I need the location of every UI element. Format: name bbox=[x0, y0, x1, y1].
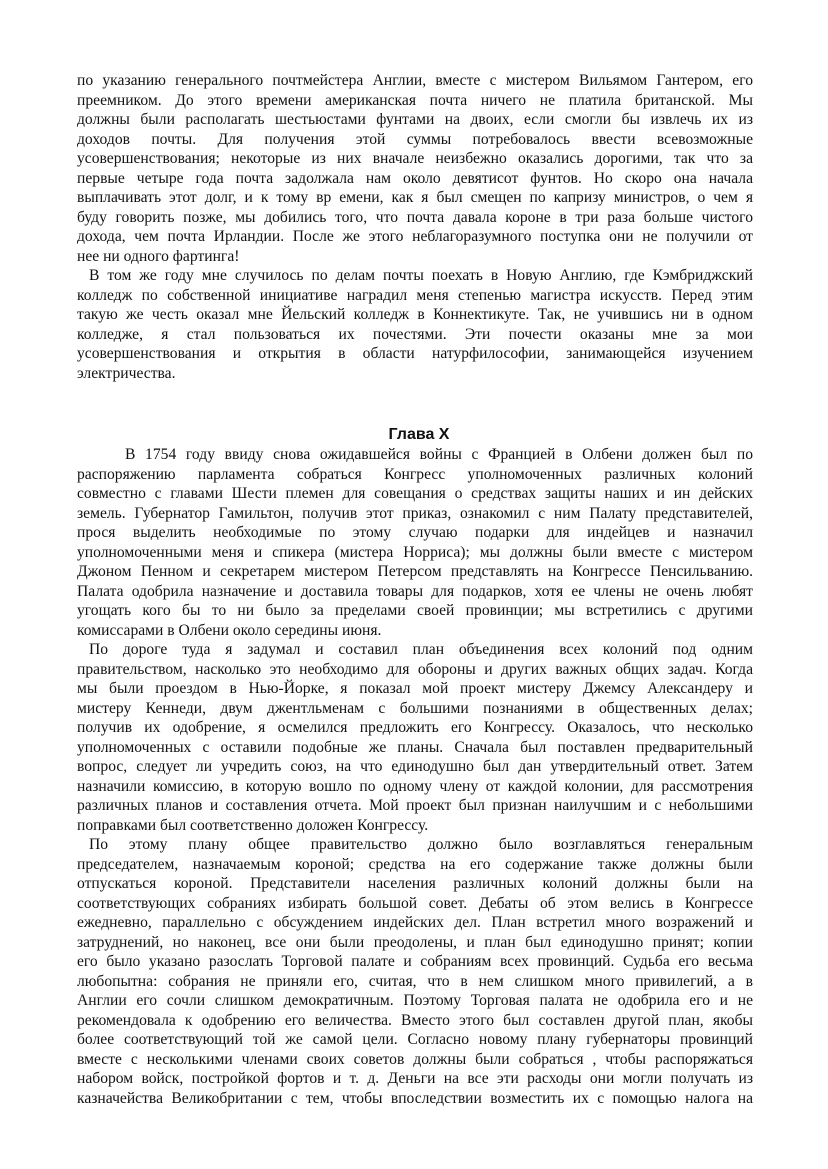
text-line: первые четыре года почта задолжала нам около девятисот фунтов. Но скоро она начала bbox=[77, 169, 753, 187]
text-line: любопытна: собрания не приняли его, считая, что в нем слишком много привилегий, а в bbox=[77, 972, 753, 990]
text-line: выплачивать этот долг, и к тому вр емени, как я был смещен по капризу министров, о чем я bbox=[77, 189, 753, 206]
text-line: уполномоченных с оставили подобные же планы. Сначала был поставлен предварительный bbox=[77, 738, 753, 756]
text-line: отпускаться короной. Представители населения различных колоний должны были на bbox=[77, 875, 753, 892]
section-gap bbox=[77, 383, 753, 422]
text-line: дохода, чем почта Ирландии. После же этого неблагоразумного поступка они не получили от bbox=[77, 228, 753, 245]
text-line: колледж по собственной инициативе наградил меня степенью магистра искусств. Перед этим bbox=[77, 286, 753, 304]
paragraph-union-plan bbox=[77, 640, 753, 835]
text-line: нее ни одного фартинга! bbox=[77, 247, 240, 265]
text-line: усовершенствования; некоторые из них вначале неизбежно оказались дорогими, так что за bbox=[77, 150, 753, 167]
text-line: его было указано разослать Торговой палате и собраниям всех провинций. Судьба его весьма bbox=[77, 953, 753, 970]
text-line: затруднений, но наконец, все они были преодолены, и план был единодушно принят; копии bbox=[77, 933, 753, 951]
text-line: прося выделить необходимые по этому случаю подарки для индейцев и назначил bbox=[77, 524, 753, 541]
text-line: казначейства Великобритании с тем, чтобы впоследствии возместить их с помощью налога на bbox=[77, 1089, 753, 1107]
text-line: ежедневно, параллельно с обсуждением индейских дел. План встретил много возражений и bbox=[77, 914, 753, 931]
text-line: В 1754 году ввиду снова ожидавшейся войны с Францией в Олбени должен был по bbox=[125, 446, 753, 463]
text-line: колледже, я стал пользоваться их почестями. Эти почести оказаны мне за мои bbox=[77, 325, 753, 343]
text-line: вместе с несколькими членами своих советов должны были собраться , чтобы распоряжаться bbox=[77, 1050, 753, 1068]
text-line: совместно с главами Шести племен для совещания о средствах защиты наших и ин дейских bbox=[77, 485, 753, 502]
paragraph-honors bbox=[77, 266, 753, 383]
text-line: мистеру Кеннеди, двум джентльменам с большими познаниями в общественных делах; bbox=[77, 699, 753, 717]
text-line: набором войск, постройкой фортов и т. д. Деньги на все эти расходы они могли получать из bbox=[77, 1070, 753, 1087]
paragraph-albany-congress bbox=[77, 445, 753, 640]
text-line: председателем, назначаемым короной; средства на его содержание также должны были bbox=[77, 855, 753, 873]
text-line: электричества. bbox=[77, 364, 176, 382]
chapter-heading: Глава X bbox=[388, 426, 450, 443]
text-line: правительством, насколько это необходимо для обороны и других важных общих задач. Когда bbox=[77, 660, 753, 678]
text-line: по указанию генерального почтмейстера Англии, вместе с мистером Вильямом Гантером, его bbox=[77, 72, 753, 89]
text-line: усовершенствования и открытия в области натурфилософии, занимающейся изучением bbox=[77, 345, 753, 362]
text-line: угощать кого бы то ни было за пределами своей провинции; мы встретились с другими bbox=[77, 602, 753, 619]
text-line: В том же году мне случилось по делам почты поехать в Новую Англию, где Кэмбриджский bbox=[89, 267, 753, 284]
text-line: более соответствующий той же самой цели. Согласно новому плану губернаторы провинций bbox=[77, 1031, 753, 1048]
text-line: распоряжению парламента собраться Конгресс уполномоченных различных колоний bbox=[77, 465, 753, 483]
text-line: Палата одобрила назначение и доставила товары для подарков, хотя ее члены не очень любят bbox=[77, 582, 753, 600]
text-line: По этому плану общее правительство должно было возглавляться генеральным bbox=[89, 836, 753, 853]
text-line: земель. Губернатор Гамильтон, получив этот приказ, ознакомил с ним Палату представителей, bbox=[77, 504, 753, 522]
text-line: назначили комиссию, в которую вошло по одному члену от каждой колонии, для рассмотрения bbox=[77, 777, 753, 795]
paragraph-plan-fate bbox=[77, 835, 753, 1108]
text-line: поправками был соответственно доложен Конгрессу. bbox=[77, 816, 429, 834]
text-line: вопрос, следует ли учредить союз, на что единодушно был дан утвердительный ответ. Затем bbox=[77, 758, 753, 775]
text-line: преемником. До этого времени американская почта ничего не платила британской. Мы bbox=[77, 91, 753, 109]
text-line: уполномоченными меня и спикера (мистера Норриса); мы должны были вместе с мистером bbox=[77, 543, 753, 561]
text-line: получив их одобрение, я осмелился предложить его Конгрессу. Оказалось, что несколько bbox=[77, 719, 753, 736]
text-line: различных планов и составления отчета. Мой проект был признан наилучшим и с небольшими bbox=[77, 797, 753, 814]
text-line: соответствующих собраниях избирать большой совет. Дебаты об этом велись в Конгрессе bbox=[77, 894, 753, 912]
text-line: мы были проездом в Нью-Йорке, я показал мой проект мистеру Джемсу Александеру и bbox=[77, 680, 753, 697]
text-line: Джоном Пенном и секретарем мистером Петерсом представлять на Конгрессе Пенсильванию. bbox=[77, 563, 753, 580]
text-line: должны были располагать шестьюстами фунтами на двоих, если смогли бы извлечь их из bbox=[77, 111, 753, 128]
paragraph-post-office bbox=[77, 71, 753, 266]
document-page bbox=[77, 71, 753, 1108]
text-line: доходов почты. Для получения этой суммы потребовалось ввести всевозможные bbox=[77, 130, 753, 148]
text-line: По дороге туда я задумал и составил план объединения всех колоний под одним bbox=[89, 641, 753, 658]
text-line: буду говорить позже, мы добились того, что почта давала короне в три раза больше чистого bbox=[77, 208, 753, 226]
text-line: Англии его сочли слишком демократичным. Поэтому Торговая палата не одобрила его и не bbox=[77, 992, 753, 1009]
text-line: такую же честь оказал мне Йельский колледж в Коннектикуте. Так, не учившись ни в одном bbox=[77, 306, 753, 323]
text-line: комиссарами в Олбени около середины июня. bbox=[77, 621, 382, 639]
text-line: рекомендовала к одобрению его величества. Вместо этого был составлен другой план, якобы bbox=[77, 1011, 753, 1029]
